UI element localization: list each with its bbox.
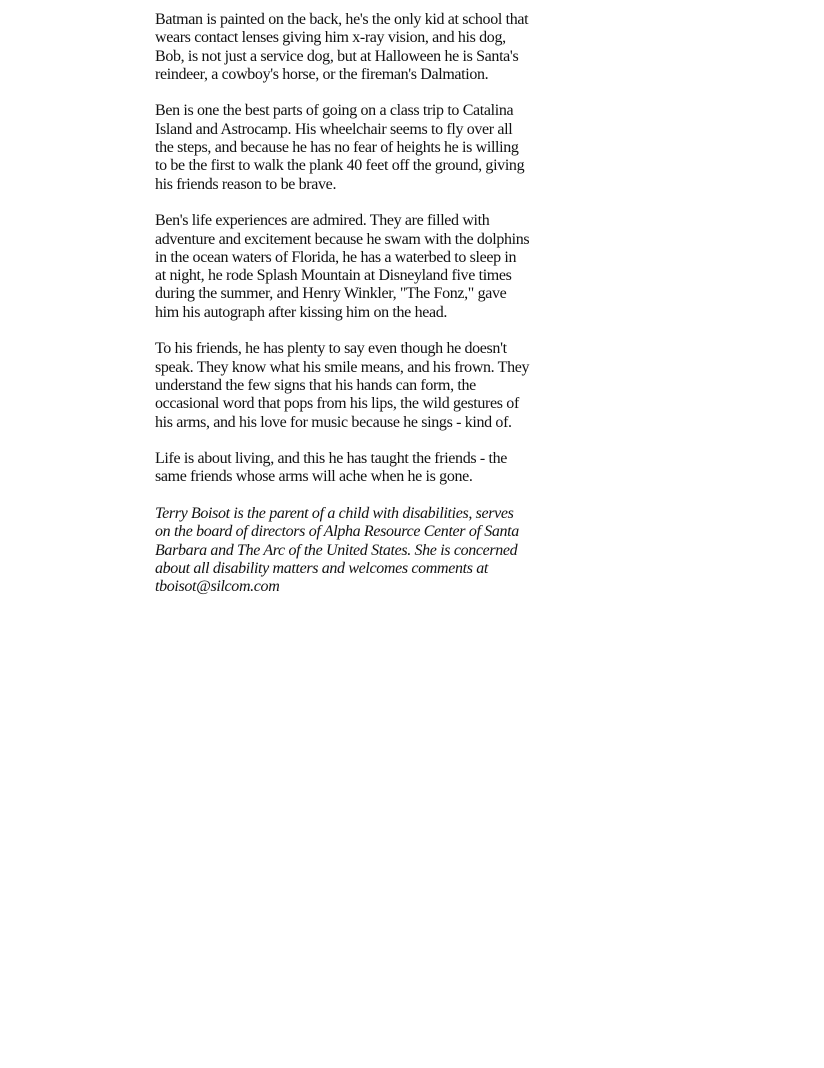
paragraph-batman: Batman is painted on the back, he's the only kid at school that wears contact lenses giving him x-ray vision, and his dog, Bob, is not just a service dog, but at Halloween he is Santa's reindeer, a cowboy's horse, or the fireman's Dalmation. [155, 11, 529, 83]
paragraph-friends: To his friends, he has plenty to say even though he doesn't speak. They know what his smile means, and his frown. They understand the few signs that his hands can form, the occasional word that pops from his lips, the wild gestures of his arms, and his love for music because he sings - kind of. [155, 340, 530, 431]
paragraph-class-trip: Ben is one the best parts of going on a class trip to Catalina Island and Astrocamp. His wheelchair seems to fly over all the steps, and because he has no fear of heights he is willing to be the first to walk the plank 40 feet off the ground, giving his friends reason to be brave. [155, 102, 525, 193]
paragraph-life-living: Life is about living, and this he has taught the friends - the same friends whose arms will ache when he is gone. [155, 450, 507, 486]
author-bio: Terry Boisot is the parent of a child with disabilities, serves on the board of directors of Alpha Resource Center of Santa Barbara and The Arc of the United States. She is concerned about all disability matters and welcomes comments at tboisot@silcom.com [155, 505, 519, 596]
paragraph-life-experiences: Ben's life experiences are admired. They are filled with adventure and excitement because he swam with the dolphins in the ocean waters of Florida, he has a waterbed to sleep in at night, he rode Splash Mountain at Disneyland five times during the summer, and Henry Winkler, "The Fonz," gave him his autograph after kissing him on the head. [155, 212, 530, 321]
article-column [155, 11, 530, 597]
